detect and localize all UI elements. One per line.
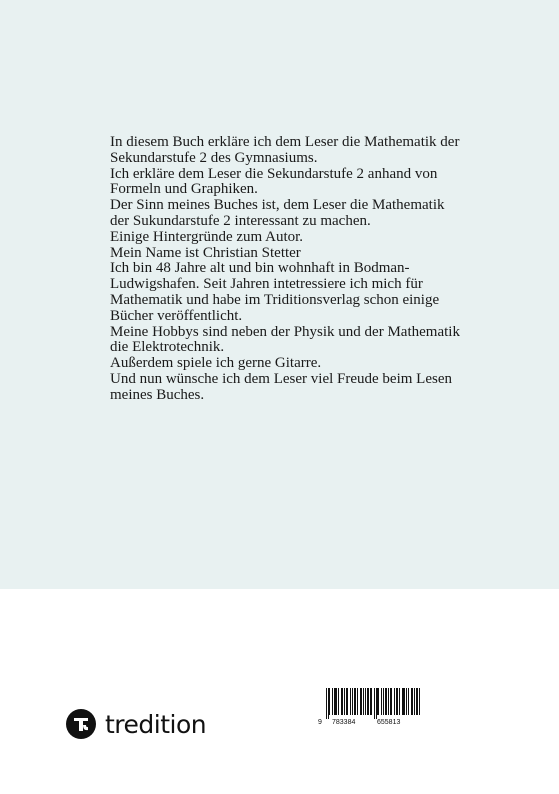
barcode-bar: [335, 688, 336, 715]
barcode-bar: [383, 688, 384, 715]
blurb-paragraph: Ich bin 48 Jahre alt und bin wohnhaft in Bodman-Ludwigshafen. Seit Jahren intetressiere ich mich für Mathematik und habe im Triditionsverlag schon einige Bücher veröffentlicht.: [110, 260, 440, 324]
blurb-paragraph: Einige Hintergründe zum Autor.: [110, 228, 304, 245]
barcode-bar: [394, 688, 395, 715]
publisher-logo: [66, 708, 206, 740]
barcode-bar: [381, 688, 382, 715]
barcode-bar: [326, 688, 327, 719]
barcode-bar: [352, 688, 353, 715]
barcode-bar: [402, 688, 403, 715]
blurb-paragraph: Außerdem spiele ich gerne Gitarre.: [110, 355, 322, 372]
tredition-logo-icon: [66, 709, 96, 739]
blurb-text: [110, 135, 460, 404]
isbn-barcode: [318, 688, 422, 724]
barcode-bar: [399, 688, 400, 715]
barcode-bar: [403, 688, 404, 715]
barcode-bar: [336, 688, 337, 715]
barcode-bar: [417, 688, 418, 715]
barcode-bar: [363, 688, 364, 715]
barcode-bar: [347, 688, 348, 715]
barcode-bar: [365, 688, 366, 715]
barcode-bar: [329, 688, 330, 715]
barcode-bar: [370, 688, 371, 715]
blurb-paragraph: Und nun wünsche ich dem Leser viel Freude beim Lesen meines Buches.: [110, 370, 452, 403]
barcode-bar: [367, 688, 368, 715]
barcode-bar: [350, 688, 351, 715]
blurb-paragraph: Meine Hobbys sind neben der Physik und der Mathematik die Elektrotechnik.: [110, 323, 460, 356]
barcode-bar: [346, 688, 347, 715]
barcode-bar: [374, 688, 375, 719]
barcode-bar: [376, 688, 377, 719]
barcode-bar: [414, 688, 415, 715]
barcode-bar: [368, 688, 369, 715]
barcode-bar: [390, 688, 391, 715]
barcode-bar: [411, 688, 412, 715]
barcode-bar: [328, 688, 329, 719]
blurb-paragraph: Ich erkläre dem Leser die Sekundarstufe 2 anhand von Formeln und Graphiken.: [110, 165, 438, 198]
barcode-prefix: 9: [318, 719, 322, 726]
publisher-name: tredition: [105, 709, 207, 739]
barcode-bar: [344, 688, 345, 715]
barcode-bars: [318, 688, 422, 719]
barcode-bar: [361, 688, 362, 715]
barcode-bar: [334, 688, 335, 715]
barcode-bar: [408, 688, 409, 715]
barcode-bar: [338, 688, 339, 715]
barcode-bar: [342, 688, 343, 715]
blurb-paragraph: Der Sinn meines Buches ist, dem Leser die Mathematik der Sukundarstufe 2 interessant zu machen.: [110, 197, 445, 229]
barcode-bar: [412, 688, 413, 715]
barcode-bar: [371, 688, 372, 715]
barcode-bar: [341, 688, 342, 715]
barcode-bar: [396, 688, 397, 715]
cover-footer: [0, 589, 559, 794]
barcode-bar: [397, 688, 398, 715]
barcode-bar: [388, 688, 389, 715]
barcode-bar: [377, 688, 378, 715]
barcode-bar: [360, 688, 361, 715]
blurb-paragraph: Mein Name ist Christian Stetter: [110, 244, 301, 261]
barcode-bar: [404, 688, 405, 715]
barcode-bar: [419, 688, 420, 715]
barcode-bar: [355, 688, 356, 715]
barcode-bar: [391, 688, 392, 715]
barcode-bar: [354, 688, 355, 715]
barcode-bar: [385, 688, 386, 715]
barcode-group-2: 655813: [377, 719, 401, 726]
barcode-bar: [378, 688, 379, 715]
barcode-bar: [406, 688, 407, 715]
barcode-group-1: 783384: [332, 719, 356, 726]
barcode-bar: [357, 688, 358, 715]
barcode-bar: [416, 688, 417, 715]
barcode-bar: [386, 688, 387, 715]
barcode-bar: [332, 688, 333, 715]
blurb-paragraph: In diesem Buch erkläre ich dem Leser die Mathematik der Sekundarstufe 2 des Gymnasiums.: [110, 134, 460, 166]
